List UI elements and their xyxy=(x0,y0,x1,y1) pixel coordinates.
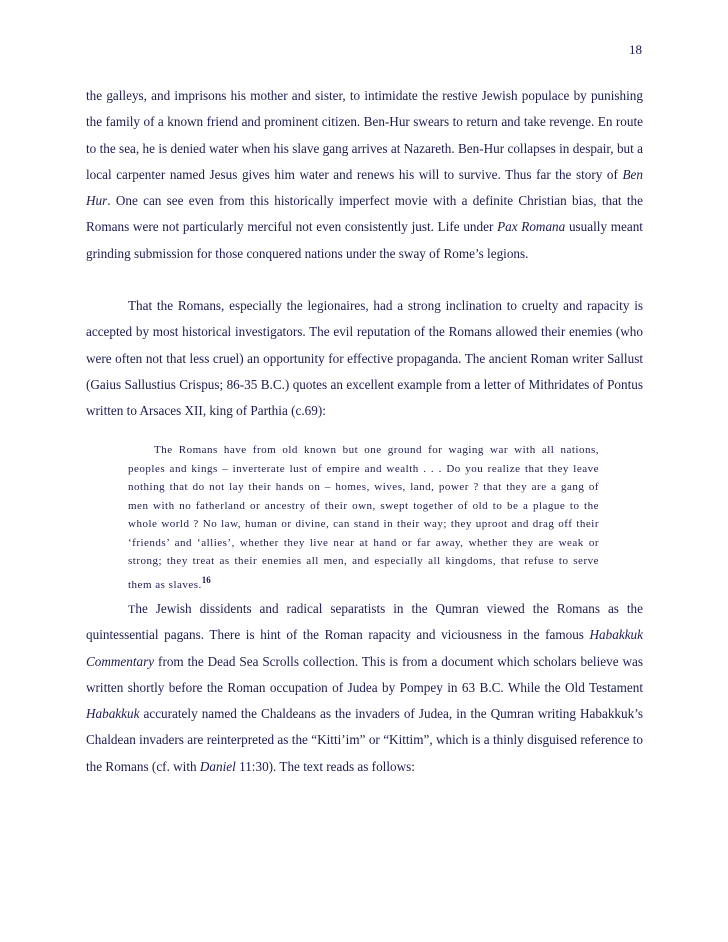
paragraph-ben-hur-text-a: the galleys, and imprisons his mother and sister, to intimidate the restive Jewish populace by punishing the family of a known friend and prominent citizen. Ben-Hur swears to return and take revenge. En route to the sea, he is denied water when his slave gang arrives at Nazareth. Ben-Hur collapses in despair, but a local carpenter named Jesus gives him water and renews his will to survive. Thus far the story of xyxy=(86,88,643,182)
block-quote-mithridates xyxy=(128,441,599,594)
paragraph-ben-hur-text-b: . One can see even from this historically imperfect movie with a definite Christian bias, that the Romans were not particularly merciful not even consistently just. Life under xyxy=(86,193,643,235)
paragraph-qumran-text-c: accurately named the Chaldeans as the invaders of Judea, in the Qumran writing Habakkuk’s Chaldean invaders are reinterpreted as the “Kitti’im” or “Kittim”, which is a thinly disguised reference to the Romans (cf. with xyxy=(86,706,643,774)
paragraph-qumran-text-d: 11:30). The text reads as follows: xyxy=(235,758,415,774)
paragraph-ben-hur-text-c: usually meant grinding submission for those conquered nations under the sway of Rome’s legions. xyxy=(86,219,643,261)
page-number: 18 xyxy=(629,42,642,57)
paragraph-qumran-text-b: from the Dead Sea Scrolls collection. This is from a document which scholars believe was written shortly before the Roman occupation of Judea by Pompey in 63 B.C. While the Old Testament xyxy=(86,653,643,695)
term-pax-romana: Pax Romana xyxy=(497,219,566,235)
title-habakkuk: Habakkuk xyxy=(86,706,140,722)
block-quote-text: The Romans have from old known but one ground for waging war with all nations, peoples and kings – inverterate lust of empire and wealth . . . Do you realize that they leave nothing that do not lay their hands on – homes, wives, land, power ? that they are a gang of men with no fatherland or ancestry of their own, swept together of old to be a plague to the whole world ? No law, human or divine, can stand in their way; they uproot and drag off their ‘friends’ and ‘allies’, whether they live near at hand or far away, whether they are weak or strong; they treat as their enemies all men, and especially all kingdoms, that refuse to serve them as slaves. xyxy=(128,444,599,591)
paragraph-qumran xyxy=(86,596,643,780)
paragraph-qumran-text-a: he Jewish dissidents and radical separatists in the Qumran viewed the Romans as the quintessential pagans. There is hint of the Roman rapacity and viciousness in the famous xyxy=(86,601,643,643)
film-title-ben-hur: Ben Hur xyxy=(86,166,643,209)
paragraph-roman-cruelty: That the Romans, especially the legionaires, had a strong inclination to cruelty and rapacity is accepted by most historical investigators. The evil reputation of the Romans allowed their enemies (who were often not that less cruel) an opportunity for effective propaganda. The ancient Roman writer Sallust (Gaius Sallustius Crispus; 86-35 B.C.) quotes an excellent example from a letter of Mithridates of Pontus written to Arsaces XII, king of Parthia (c.69): xyxy=(86,298,643,419)
paragraph-ben-hur xyxy=(86,83,643,267)
footnote-reference: 16 xyxy=(201,574,211,585)
title-habakkuk-commentary: Habakkuk Commentary xyxy=(86,627,643,669)
paragraph-qumran-first-letter: T xyxy=(128,602,136,616)
title-daniel: Daniel xyxy=(199,758,236,774)
